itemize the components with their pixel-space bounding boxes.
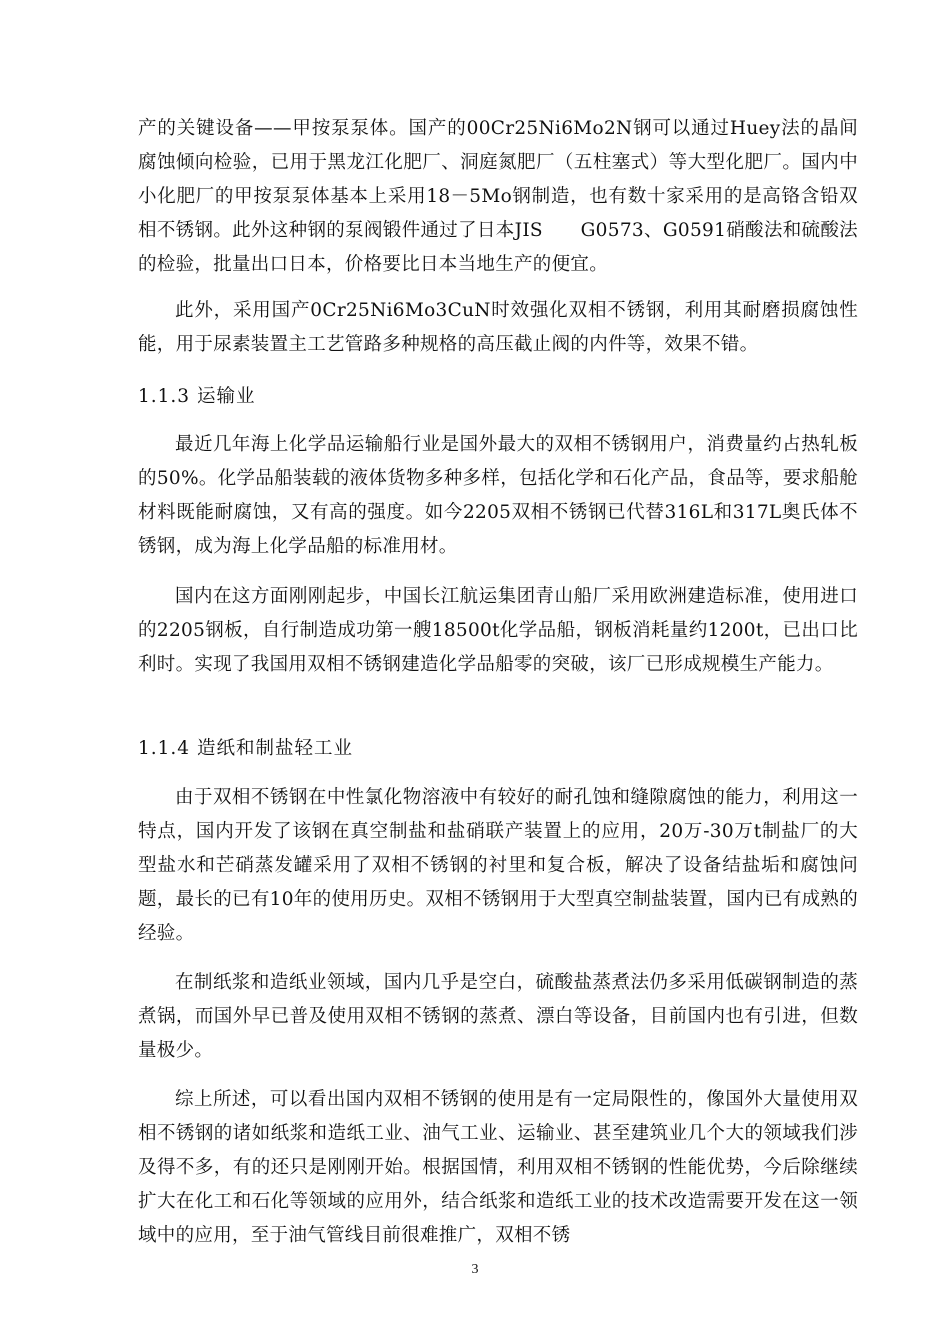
paragraph-valve-parts: 此外，采用国产0Cr25Ni6Mo3CuN时效强化双相不锈钢，利用其耐磨损腐蚀性能，用于尿素装置主工艺管路多种规格的高压截止阀的内件等，效果不错。 (138, 300, 858, 355)
section-heading-transport: 1.1.3 运输业 (138, 386, 256, 407)
paragraph-chemical-ships: 最近几年海上化学品运输船行业是国外最大的双相不锈钢用户，消费量约占热轧板的50%。化学品船装载的液体货物多种多样，包括化学和石化产品，食品等，要求船舱材料既能耐腐蚀，又有高的强度。如今2205双相不锈钢已代替316L和317L奥氏体不锈钢，成为海上化学品船的标准用材。 (138, 434, 858, 557)
paragraph-summary: 综上所述，可以看出国内双相不锈钢的使用是有一定局限性的，像国外大量使用双相不锈钢的诸如纸浆和造纸工业、油气工业、运输业、甚至建筑业几个大的领域我们涉及得不多，有的还只是刚刚开始。根据国情，利用双相不锈钢的性能优势，今后除继续扩大在化工和石化等领域的应用外，结合纸浆和造纸工业的技术改造需要开发在这一领域中的应用，至于油气管线目前很难推广，双相不锈 (138, 1089, 858, 1246)
paragraph-salt-production: 由于双相不锈钢在中性氯化物溶液中有较好的耐孔蚀和缝隙腐蚀的能力，利用这一特点，国内开发了该钢在真空制盐和盐硝联产装置上的应用，20万-30万t制盐厂的大型盐水和芒硝蒸发罐采用了双相不锈钢的衬里和复合板，解决了设备结盐垢和腐蚀问题，最长的已有10年的使用历史。双相不锈钢用于大型真空制盐装置，国内已有成熟的经验。 (138, 787, 858, 944)
paragraph-pump-body: 产的关键设备——甲按泵泵体。国产的00Cr25Ni6Mo2N钢可以通过Huey法的晶间腐蚀倾向检验，已用于黑龙江化肥厂、洞庭氮肥厂（五柱塞式）等大型化肥厂。国内中小化肥厂的甲按泵泵体基本上采用18－5Mo钢制造，也有数十家采用的是高铬含铅双相不锈钢。此外这种钢的泵阀锻件通过了日本JIS G0573、G0591硝酸法和硫酸法的检验，批量出口日本，价格要比日本当地生产的便宜。 (138, 118, 858, 275)
paragraph-paper-industry: 在制纸浆和造纸业领域，国内几乎是空白，硫酸盐蒸煮法仍多采用低碳钢制造的蒸煮锅，而国外早已普及使用双相不锈钢的蒸煮、漂白等设备，目前国内也有引进，但数量极少。 (138, 972, 858, 1061)
page-number: 3 (471, 1262, 479, 1277)
paragraph-domestic-shipyard: 国内在这方面刚刚起步，中国长江航运集团青山船厂采用欧洲建造标准，使用进口的2205钢板，自行制造成功第一艘18500t化学品船，钢板消耗量约1200t，已出口比利时。实现了我国用双相不锈钢建造化学品船零的突破，该厂已形成规模生产能力。 (138, 586, 858, 675)
section-heading-paper-salt: 1.1.4 造纸和制盐轻工业 (138, 738, 353, 759)
